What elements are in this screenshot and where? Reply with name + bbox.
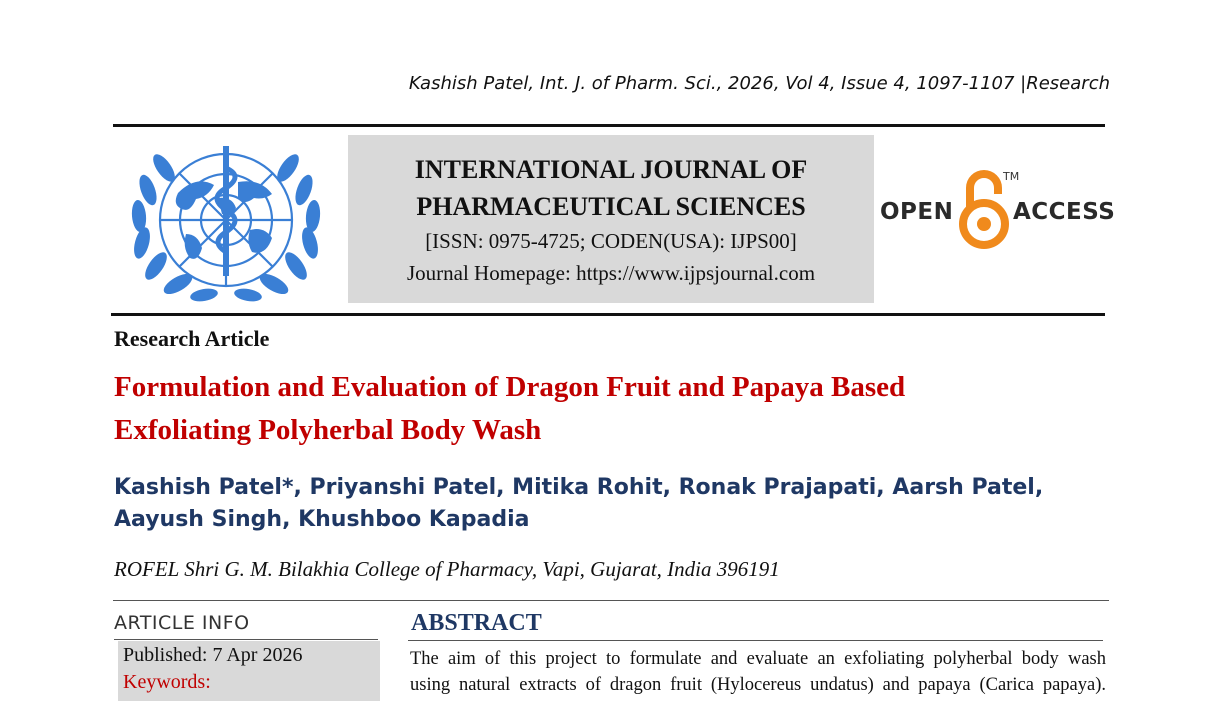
open-access-trademark: TM [1003, 170, 1020, 183]
abstract-rule [408, 640, 1103, 641]
open-access-open-text: OPEN [880, 199, 954, 225]
affiliation: ROFEL Shri G. M. Bilakhia College of Pharmacy, Vapi, Gujarat, India 396191 [114, 557, 780, 581]
journal-name [348, 151, 874, 225]
article-title-line1: Formulation and Evaluation of Dragon Fruit and Papaya Based [114, 371, 906, 403]
article-title [114, 366, 1074, 452]
abstract-line2: using natural extracts of dragon fruit (Hylocereus undatus) and papaya (Carica papaya). [410, 675, 1106, 695]
open-access-access-text: ACCESS [1013, 199, 1116, 225]
article-title-line2: Exfoliating Polyherbal Body Wash [114, 414, 542, 446]
author-list-line1: Kashish Patel*, Priyanshi Patel, Mitika Rohit, Ronak Prajapati, Aarsh Patel, [114, 475, 1044, 500]
keywords-label: Keywords: [123, 671, 211, 693]
article-info-heading: ARTICLE INFO [114, 612, 250, 634]
journal-homepage[interactable]: Journal Homepage: https://www.ijpsjournal.com [406, 261, 816, 285]
journal-issn: [ISSN: 0975-4725; CODEN(USA): IJPS00] [425, 229, 797, 253]
header-top-rule [113, 124, 1105, 127]
running-head: Kashish Patel, Int. J. of Pharm. Sci., 2026, Vol 4, Issue 4, 1097-1107 |Research [408, 73, 1110, 94]
author-list [114, 472, 1074, 536]
article-info-rule [114, 639, 378, 640]
published-date: Published: 7 Apr 2026 [123, 644, 303, 666]
abstract-line1: The aim of this project to formulate and evaluate an exfoliating polyherbal body wash [410, 649, 1106, 669]
article-type: Research Article [114, 326, 270, 351]
abstract-heading: ABSTRACT [411, 610, 542, 636]
journal-header-box [348, 135, 874, 303]
header-bottom-rule [111, 313, 1105, 316]
journal-name-line1: INTERNATIONAL JOURNAL OF [414, 155, 808, 184]
journal-name-line2: PHARMACEUTICAL SCIENCES [416, 192, 806, 221]
author-list-line2: Aayush Singh, Khushboo Kapadia [114, 507, 530, 532]
abstract-text [410, 646, 1106, 698]
section-divider [113, 600, 1109, 601]
world-health-emblem-icon [126, 138, 326, 306]
